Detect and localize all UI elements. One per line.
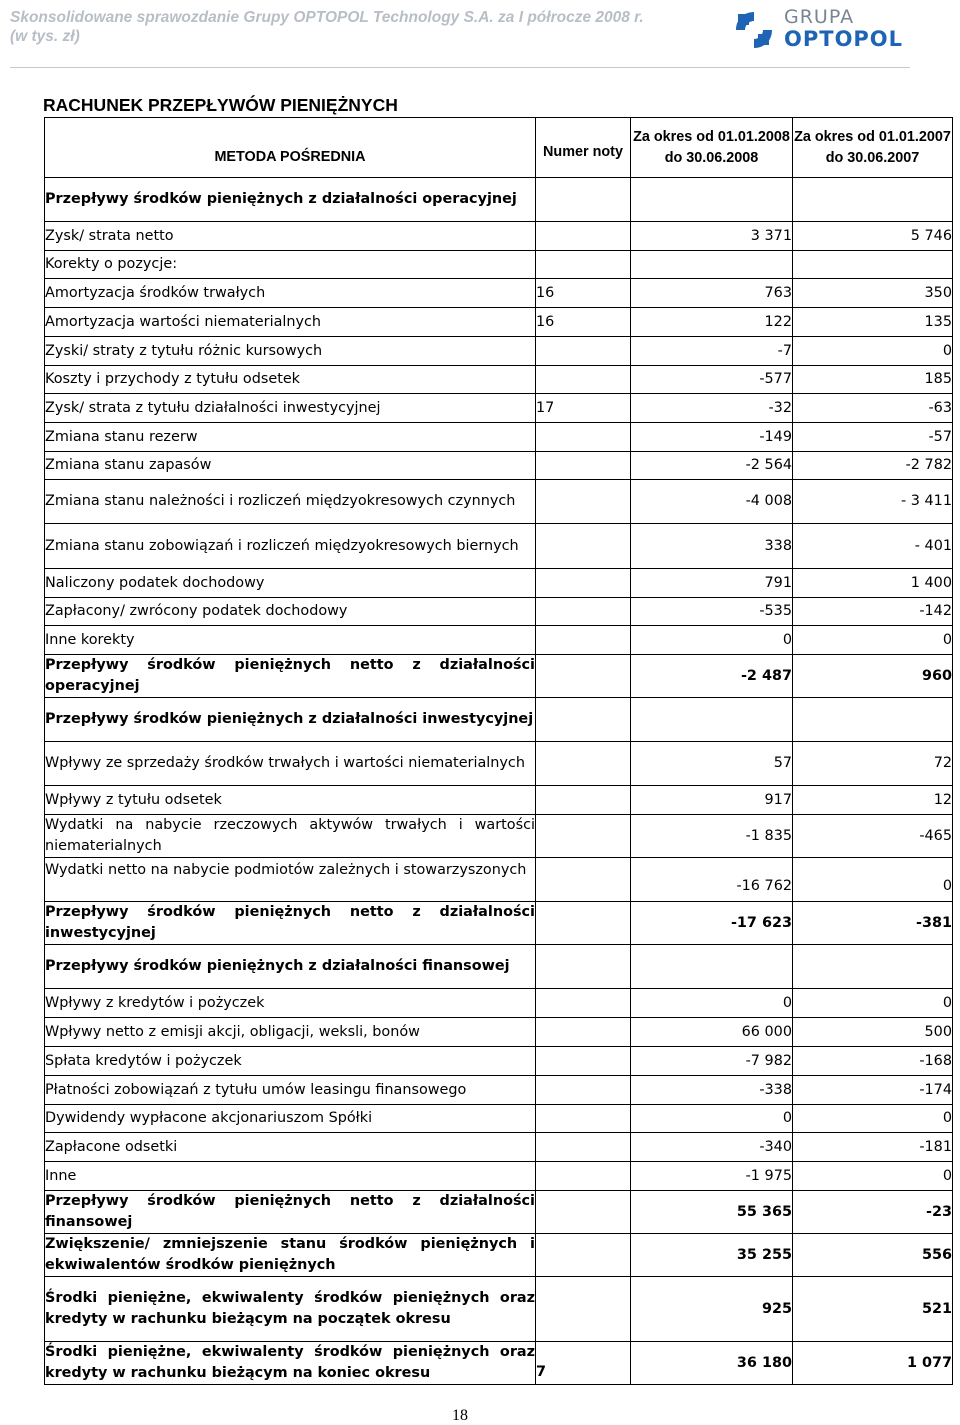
value-2008 bbox=[631, 945, 793, 989]
table-row bbox=[45, 480, 953, 524]
value-2007: 5 746 bbox=[793, 222, 953, 251]
value-2007: 350 bbox=[793, 279, 953, 308]
row-note: 17 bbox=[536, 394, 631, 423]
value-2007 bbox=[793, 251, 953, 279]
value-2008: 0 bbox=[631, 1105, 793, 1133]
cash-flow-table bbox=[44, 117, 953, 1385]
value-2007: 0 bbox=[793, 1162, 953, 1191]
value-2008: -16 762 bbox=[631, 858, 793, 902]
value-2007: 0 bbox=[793, 337, 953, 366]
row-note bbox=[536, 337, 631, 366]
logo-text-grupa: GRUPA bbox=[784, 6, 855, 28]
row-label: Przepływy środków pieniężnych z działalności inwestycyjnej bbox=[45, 698, 536, 742]
value-2008 bbox=[631, 178, 793, 222]
table-row bbox=[45, 655, 953, 698]
row-label: Zmiana stanu rezerw bbox=[45, 423, 536, 452]
value-2007: -57 bbox=[793, 423, 953, 452]
value-2008: 0 bbox=[631, 989, 793, 1018]
value-2007: -174 bbox=[793, 1076, 953, 1105]
row-label: Koszty i przychody z tytułu odsetek bbox=[45, 366, 536, 394]
row-label: Zysk/ strata z tytułu działalności inwestycyjnej bbox=[45, 394, 536, 423]
row-label: Wpływy z tytułu odsetek bbox=[45, 786, 536, 815]
row-label: Korekty o pozycje: bbox=[45, 251, 536, 279]
report-header-title bbox=[10, 8, 730, 46]
row-note bbox=[536, 524, 631, 569]
row-note: 16 bbox=[536, 279, 631, 308]
table-row bbox=[45, 858, 953, 902]
row-label: Inne bbox=[45, 1162, 536, 1191]
table-row bbox=[45, 945, 953, 989]
table-row bbox=[45, 1191, 953, 1234]
row-note bbox=[536, 480, 631, 524]
report-header-line1: Skonsolidowane sprawozdanie Grupy OPTOPOL Technology S.A. za I półrocze 2008 r. bbox=[10, 9, 644, 26]
row-note bbox=[536, 452, 631, 480]
value-2007: 1 077 bbox=[793, 1342, 953, 1385]
table-row bbox=[45, 423, 953, 452]
table-row bbox=[45, 366, 953, 394]
table-row bbox=[45, 1047, 953, 1076]
value-2008: -32 bbox=[631, 394, 793, 423]
value-2008: 925 bbox=[631, 1277, 793, 1342]
row-label: Wpływy ze sprzedaży środków trwałych i wartości niematerialnych bbox=[45, 742, 536, 786]
row-note bbox=[536, 1277, 631, 1342]
value-2007: 1 400 bbox=[793, 569, 953, 598]
table-row bbox=[45, 178, 953, 222]
table-row bbox=[45, 989, 953, 1018]
row-label: Środki pieniężne, ekwiwalenty środków pieniężnych oraz kredyty w rachunku bieżącym na koniec okresu bbox=[45, 1342, 536, 1385]
value-2007: 0 bbox=[793, 989, 953, 1018]
value-2007: 12 bbox=[793, 786, 953, 815]
value-2008: -2 487 bbox=[631, 655, 793, 698]
row-label: Spłata kredytów i pożyczek bbox=[45, 1047, 536, 1076]
value-2008: -7 bbox=[631, 337, 793, 366]
row-note bbox=[536, 626, 631, 655]
value-2008: 36 180 bbox=[631, 1342, 793, 1385]
row-note bbox=[536, 222, 631, 251]
row-label: Wpływy z kredytów i pożyczek bbox=[45, 989, 536, 1018]
value-2007: -2 782 bbox=[793, 452, 953, 480]
table-row bbox=[45, 815, 953, 858]
row-label: Przepływy środków pieniężnych z działalności finansowej bbox=[45, 945, 536, 989]
table-row bbox=[45, 698, 953, 742]
row-label: Przepływy środków pieniężnych netto z działalności inwestycyjnej bbox=[45, 902, 536, 945]
value-2007: 500 bbox=[793, 1018, 953, 1047]
table-row bbox=[45, 742, 953, 786]
row-note bbox=[536, 598, 631, 626]
value-2008: 66 000 bbox=[631, 1018, 793, 1047]
row-note: 16 bbox=[536, 308, 631, 337]
value-2007: 521 bbox=[793, 1277, 953, 1342]
row-label: Zysk/ strata netto bbox=[45, 222, 536, 251]
value-2008 bbox=[631, 698, 793, 742]
value-2008: 917 bbox=[631, 786, 793, 815]
value-2007: 72 bbox=[793, 742, 953, 786]
row-label: Zmiana stanu należności i rozliczeń międzyokresowych czynnych bbox=[45, 480, 536, 524]
table-row bbox=[45, 1133, 953, 1162]
table-row bbox=[45, 1162, 953, 1191]
table-row bbox=[45, 1018, 953, 1047]
document-title: RACHUNEK PRZEPŁYWÓW PIENIĘŻNYCH bbox=[43, 95, 398, 115]
value-2007: 185 bbox=[793, 366, 953, 394]
table-row bbox=[45, 394, 953, 423]
row-label: Płatności zobowiązań z tytułu umów leasingu finansowego bbox=[45, 1076, 536, 1105]
table-row bbox=[45, 524, 953, 569]
row-note bbox=[536, 989, 631, 1018]
row-note bbox=[536, 366, 631, 394]
table-row bbox=[45, 569, 953, 598]
value-2007: -63 bbox=[793, 394, 953, 423]
value-2008 bbox=[631, 251, 793, 279]
value-2008: -577 bbox=[631, 366, 793, 394]
value-2007: -168 bbox=[793, 1047, 953, 1076]
row-label: Zyski/ straty z tytułu różnic kursowych bbox=[45, 337, 536, 366]
table-row bbox=[45, 598, 953, 626]
row-note bbox=[536, 858, 631, 902]
row-label: Zapłacony/ zwrócony podatek dochodowy bbox=[45, 598, 536, 626]
table-row bbox=[45, 337, 953, 366]
value-2008: -1 975 bbox=[631, 1162, 793, 1191]
value-2008: 0 bbox=[631, 626, 793, 655]
value-2007: 135 bbox=[793, 308, 953, 337]
value-2008: 338 bbox=[631, 524, 793, 569]
value-2008: -340 bbox=[631, 1133, 793, 1162]
row-note bbox=[536, 1047, 631, 1076]
row-note bbox=[536, 945, 631, 989]
table-header-row bbox=[45, 118, 953, 178]
value-2007 bbox=[793, 945, 953, 989]
row-note bbox=[536, 251, 631, 279]
row-note: 7 bbox=[536, 1342, 631, 1385]
value-2007: 556 bbox=[793, 1234, 953, 1277]
value-2008: 55 365 bbox=[631, 1191, 793, 1234]
table-row bbox=[45, 279, 953, 308]
value-2008: -4 008 bbox=[631, 480, 793, 524]
report-header-line2: (w tys. zł) bbox=[10, 28, 80, 45]
period-2008-header: Za okres od 01.01.2008 do 30.06.2008 bbox=[631, 118, 793, 178]
row-note bbox=[536, 1191, 631, 1234]
row-note bbox=[536, 1133, 631, 1162]
row-label: Zmiana stanu zobowiązań i rozliczeń międzyokresowych biernych bbox=[45, 524, 536, 569]
company-logo bbox=[732, 6, 952, 54]
value-2007: -142 bbox=[793, 598, 953, 626]
page-number: 18 bbox=[452, 1407, 468, 1424]
value-2008: -17 623 bbox=[631, 902, 793, 945]
table-row bbox=[45, 251, 953, 279]
table-row bbox=[45, 1076, 953, 1105]
row-label: Zwiększenie/ zmniejszenie stanu środków pieniężnych i ekwiwalentów środków pieniężnych bbox=[45, 1234, 536, 1277]
value-2008: -149 bbox=[631, 423, 793, 452]
row-label: Amortyzacja środków trwałych bbox=[45, 279, 536, 308]
logo-text-optopol: OPTOPOL bbox=[784, 27, 904, 51]
row-note bbox=[536, 698, 631, 742]
row-label: Przepływy środków pieniężnych netto z działalności operacyjnej bbox=[45, 655, 536, 698]
row-label: Wydatki netto na nabycie podmiotów zależnych i stowarzyszonych bbox=[45, 858, 536, 902]
value-2007: - 3 411 bbox=[793, 480, 953, 524]
table-row bbox=[45, 452, 953, 480]
value-2008: 57 bbox=[631, 742, 793, 786]
row-label: Środki pieniężne, ekwiwalenty środków pieniężnych oraz kredyty w rachunku bieżącym na początek okresu bbox=[45, 1277, 536, 1342]
value-2007: -181 bbox=[793, 1133, 953, 1162]
row-note bbox=[536, 178, 631, 222]
row-label: Przepływy środków pieniężnych z działalności operacyjnej bbox=[45, 178, 536, 222]
optopol-logo-icon bbox=[732, 8, 776, 52]
value-2008: -2 564 bbox=[631, 452, 793, 480]
row-note bbox=[536, 742, 631, 786]
value-2008: 122 bbox=[631, 308, 793, 337]
row-label: Zmiana stanu zapasów bbox=[45, 452, 536, 480]
table-row bbox=[45, 1342, 953, 1385]
value-2008: 791 bbox=[631, 569, 793, 598]
value-2007 bbox=[793, 698, 953, 742]
table-row bbox=[45, 902, 953, 945]
row-note bbox=[536, 655, 631, 698]
value-2007: -23 bbox=[793, 1191, 953, 1234]
value-2008: -338 bbox=[631, 1076, 793, 1105]
row-note bbox=[536, 1234, 631, 1277]
row-note bbox=[536, 569, 631, 598]
table-row bbox=[45, 1105, 953, 1133]
table-row bbox=[45, 626, 953, 655]
table-row bbox=[45, 308, 953, 337]
row-label: Dywidendy wypłacone akcjonariuszom Spółki bbox=[45, 1105, 536, 1133]
value-2007: 0 bbox=[793, 1105, 953, 1133]
row-label: Amortyzacja wartości niematerialnych bbox=[45, 308, 536, 337]
table-row bbox=[45, 1277, 953, 1342]
value-2007: -465 bbox=[793, 815, 953, 858]
row-label: Naliczony podatek dochodowy bbox=[45, 569, 536, 598]
row-label: Zapłacone odsetki bbox=[45, 1133, 536, 1162]
value-2008: -535 bbox=[631, 598, 793, 626]
value-2008: 35 255 bbox=[631, 1234, 793, 1277]
value-2007 bbox=[793, 178, 953, 222]
row-note bbox=[536, 1162, 631, 1191]
row-note bbox=[536, 815, 631, 858]
value-2007: 0 bbox=[793, 626, 953, 655]
row-note bbox=[536, 1105, 631, 1133]
table-row bbox=[45, 786, 953, 815]
value-2008: -7 982 bbox=[631, 1047, 793, 1076]
row-label: Inne korekty bbox=[45, 626, 536, 655]
period-2007-header: Za okres od 01.01.2007 do 30.06.2007 bbox=[793, 118, 953, 178]
header-divider bbox=[10, 67, 910, 68]
row-label: Wpływy netto z emisji akcji, obligacji, weksli, bonów bbox=[45, 1018, 536, 1047]
value-2007: 0 bbox=[793, 858, 953, 902]
row-note bbox=[536, 786, 631, 815]
method-header: METODA POŚREDNIA bbox=[45, 118, 536, 178]
row-label: Wydatki na nabycie rzeczowych aktywów trwałych i wartości niematerialnych bbox=[45, 815, 536, 858]
note-column-header: Numer noty bbox=[536, 118, 631, 178]
row-note bbox=[536, 1018, 631, 1047]
value-2007: -381 bbox=[793, 902, 953, 945]
value-2007: 960 bbox=[793, 655, 953, 698]
row-label: Przepływy środków pieniężnych netto z działalności finansowej bbox=[45, 1191, 536, 1234]
row-note bbox=[536, 1076, 631, 1105]
value-2008: -1 835 bbox=[631, 815, 793, 858]
row-note bbox=[536, 423, 631, 452]
row-note bbox=[536, 902, 631, 945]
value-2008: 763 bbox=[631, 279, 793, 308]
value-2008: 3 371 bbox=[631, 222, 793, 251]
value-2007: - 401 bbox=[793, 524, 953, 569]
table-row bbox=[45, 1234, 953, 1277]
table-row bbox=[45, 222, 953, 251]
